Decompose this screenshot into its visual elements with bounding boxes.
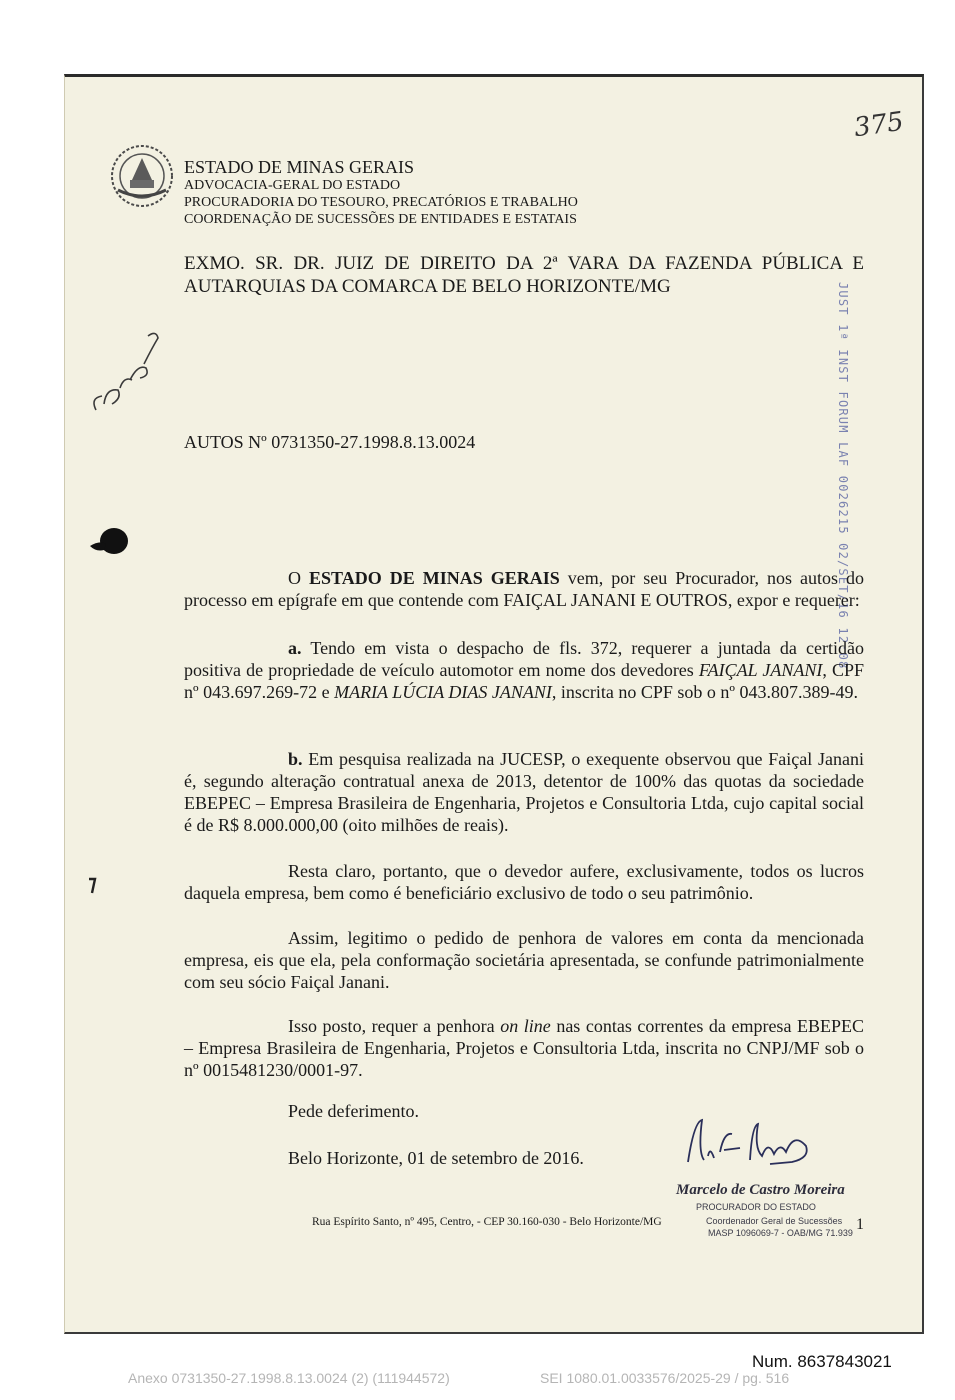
signer-name: Marcelo de Castro Moreira	[676, 1182, 845, 1198]
paragraph-a-text1: Tendo em vista o despacho de fls. 372, requerer a juntada da certidão positiva de propriedade de veículo automotor em nome dos devedores	[184, 638, 864, 680]
protocol-stamp: JUST 1ª INST FORUM LAF 0026215 02/SET/16 12:08	[836, 282, 850, 670]
intro-post: vem, por seu Procurador, nos autos do processo em epígrafe em que contende com FAIÇAL JANANI E OUTROS, expor e requerer:	[184, 568, 865, 610]
paragraph-a-label: a.	[288, 638, 302, 658]
handwritten-page-number: 375	[852, 106, 906, 144]
signer-role: Coordenador Geral de Sucessões	[706, 1216, 843, 1226]
paragraph-5	[184, 1015, 864, 1081]
place-date: Belo Horizonte, 01 de setembro de 2016.	[288, 1148, 584, 1168]
bottom-right-sei: SEI 1080.01.0033576/2025-29 / pg. 516	[540, 1370, 790, 1386]
handwritten-carga-scribble	[86, 318, 166, 428]
paragraph-5-post: nas contas correntes da empresa EBEPEC – Empresa Brasileira de Engenharia, Projetos e Consultoria Ltda, inscrita no CNPJ/MF sob o nº 0015481230/0001-97.	[184, 1016, 864, 1080]
paragraph-a	[184, 637, 864, 703]
paragraph-a-name1: FAIÇAL JANANI	[698, 660, 823, 680]
paragraph-a-text3: , inscrita no CPF sob o nº 043.807.389-49.	[551, 682, 858, 702]
document-id: Num. 8637843021	[752, 1352, 892, 1371]
addressee: EXMO. SR. DR. JUIZ DE DIREITO DA 2ª VARA DA FAZENDA PÚBLICA E AUTARQUIAS DA COMARCA DE BELO HORIZONTE/MG	[184, 253, 864, 297]
paragraph-b	[184, 748, 864, 836]
paragraph-5-italic: on line	[500, 1016, 551, 1036]
intro-bold: ESTADO DE MINAS GERAIS	[309, 568, 560, 588]
paragraph-b-text: Em pesquisa realizada na JUCESP, o exequente observou que Faiçal Janani é, segundo alteração contratual anexa de 2013, detentor de 100% das quotas da sociedade EBEPEC – Empresa Brasileira de Engenharia, Projetos e Consultoria Ltda, cujo capital social é de R$ 8.000.000,00 (oito milhões de reais).	[184, 749, 864, 835]
ink-blot	[86, 524, 132, 558]
handwritten-signature	[680, 1112, 820, 1178]
state-coat-of-arms-icon	[108, 142, 176, 210]
paragraph-a-text2: , CPF nº 043.697.269-72 e	[184, 660, 864, 702]
bottom-left-attachment: Anexo 0731350-27.1998.8.13.0024 (2) (111944572)	[128, 1370, 450, 1386]
header-state: ESTADO DE MINAS GERAIS	[184, 157, 415, 177]
footer-address: Rua Espírito Santo, nº 495, Centro, - CEP 30.160-030 - Belo Horizonte/MG	[312, 1216, 662, 1228]
paragraph-3: Resta claro, portanto, que o devedor aufere, exclusivamente, todos os lucros daquela empresa, bem como é beneficiário exclusivo de todo o seu patrimônio.	[184, 861, 864, 903]
paragraph-4: Assim, legitimo o pedido de penhora de valores em conta da mencionada empresa, eis que ela, pela conformação societária apresentada, se confunde patrimonialmente com seu sócio Faiçal Janani.	[184, 928, 864, 992]
signer-title: PROCURADOR DO ESTADO	[696, 1202, 816, 1212]
case-number: AUTOS Nº 0731350-27.1998.8.13.0024	[184, 432, 476, 452]
closing: Pede deferimento.	[288, 1101, 419, 1121]
paragraph-a-name2: MARIA LÚCIA DIAS JANANI	[334, 682, 552, 702]
header-agency: ADVOCACIA-GERAL DO ESTADO	[184, 178, 401, 193]
paragraph-5-pre: Isso posto, requer a penhora	[288, 1016, 501, 1036]
intro-pre: O	[288, 568, 310, 588]
footer-page-number: 1	[856, 1216, 864, 1233]
header-coordenacao: COORDENAÇÃO DE SUCESSÕES DE ENTIDADES E ESTATAIS	[184, 212, 577, 227]
signer-masp: MASP 1096069-7 - OAB/MG 71.939	[708, 1228, 853, 1238]
header-procuradoria: PROCURADORIA DO TESOURO, PRECATÓRIOS E TRABALHO	[184, 195, 578, 210]
intro-paragraph	[184, 567, 864, 611]
paragraph-b-label: b.	[288, 749, 303, 769]
ink-mark	[86, 876, 98, 896]
